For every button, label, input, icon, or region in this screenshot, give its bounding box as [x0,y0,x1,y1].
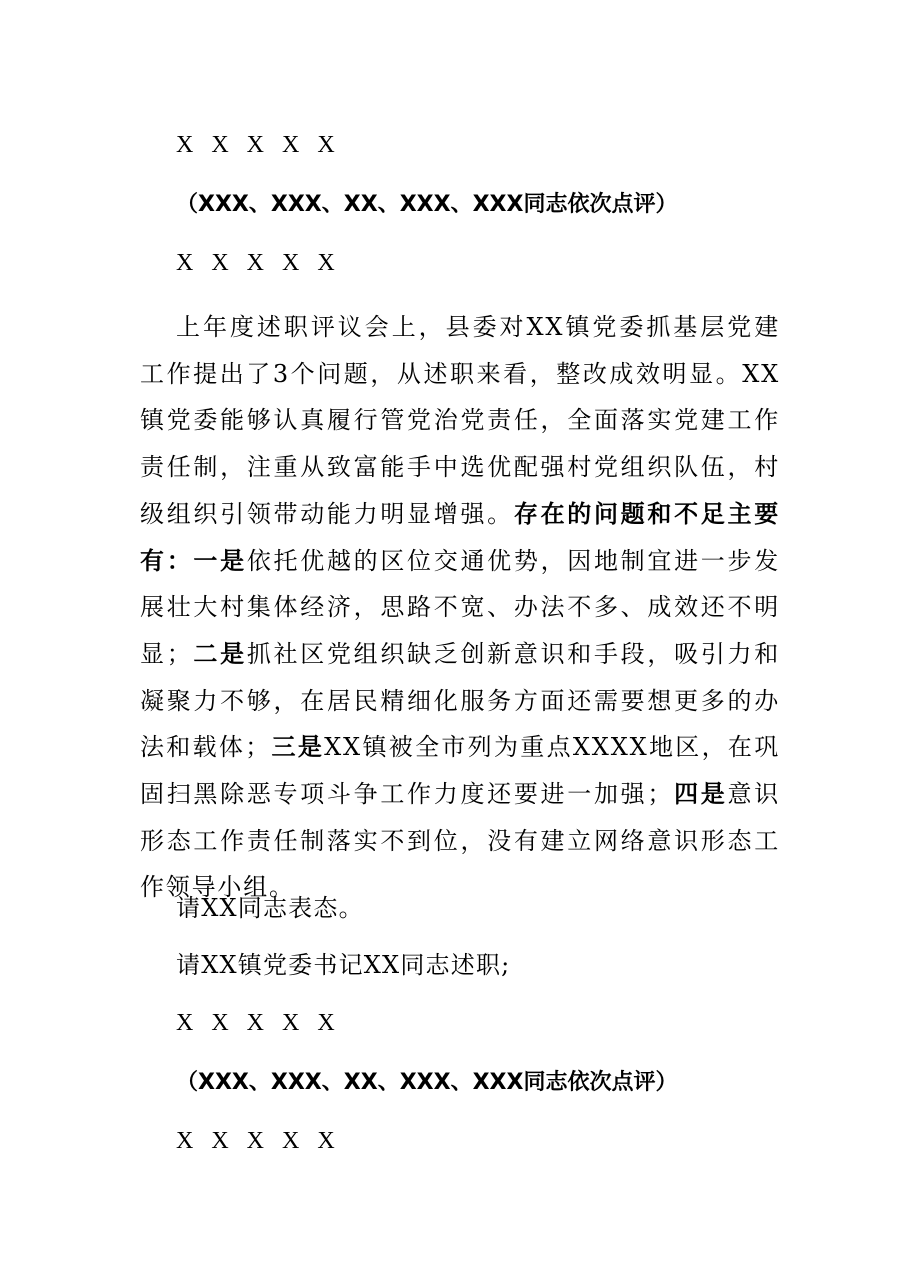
placeholder-line: X X X X X [176,250,341,276]
paragraph-text: 抓社区党组织缺乏创新意识和手段，吸引力和凝聚力不够，在居民精细化服务方面还需要想更多的办法和载体； [140,639,780,762]
paragraph-text: XX镇被全市列为重点XXXX地区，在巩固扫黑除恶专项斗争工作力度还要进一加强； [140,733,781,809]
request-report: 请XX镇党委书记XX同志述职; [176,951,511,979]
paragraph-text: 意识形态工作责任制落实不到位，没有建立网络意识形态工作领导小组。 [140,780,780,902]
review-note: （XXX、XXX、XX、XXX、XXX同志依次点评） [176,192,678,217]
paragraph-text: 依托优越的区位交通优势，因地制宜进一步发展壮大村集体经济，思路不宽、办法不多、成效还不明显； [140,546,781,668]
paragraph-emphasis: 三是 [271,733,325,762]
paragraph-text: 上年度述职评议会上，县委对XX镇党委抓基层党建工作提出了3个问题，从述职来看，整改成效明显。XX镇党委能够认真履行管党治党责任，全面落实党建工作责任制，注重从致富能手中选优配强村党组织队伍，村级组织引领带动能力明显增强。 [140,313,780,528]
paragraph-emphasis: 二是 [192,639,247,668]
review-note: （XXX、XXX、XX、XXX、XXX同志依次点评） [176,1070,678,1095]
paragraph-emphasis: 四是 [673,780,728,809]
placeholder-line: X X X X X [176,1128,341,1154]
request-statement: 请XX同志表态。 [176,894,364,922]
paragraph-emphasis: 存在的问题和不足主要有：一是 [140,499,780,575]
placeholder-line: X X X X X [176,132,341,158]
evaluation-paragraph [140,304,780,911]
placeholder-line: X X X X X [176,1010,341,1036]
